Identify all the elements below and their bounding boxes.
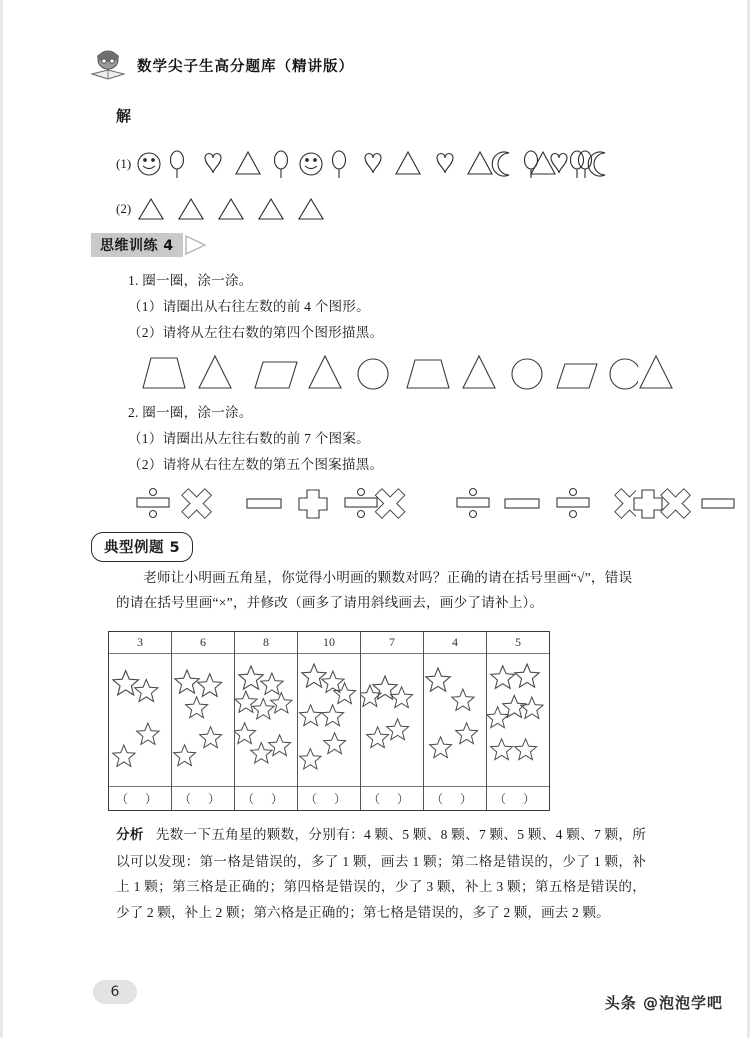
training-q2-text [128, 400, 383, 478]
training-banner [91, 233, 209, 257]
solution-row-2 [116, 193, 335, 225]
star-column-1 [109, 632, 172, 810]
star-header-3: 8 [235, 632, 297, 654]
chevron-right-icon [183, 233, 209, 257]
training-q2-sub2: （2）请将从右往左数的第五个图案描黑。 [128, 457, 384, 472]
star-cell-7 [487, 654, 549, 786]
star-column-7 [487, 632, 549, 810]
solution-row-2-label: (2) [116, 201, 132, 216]
student-reading-icon [89, 48, 127, 82]
star-table [108, 631, 550, 811]
star-cell-6 [424, 654, 486, 786]
star-answer-7[interactable]: （ ） [487, 786, 549, 810]
star-cell-1 [109, 654, 171, 786]
star-header-5: 7 [361, 632, 423, 654]
training-q2-title: 2. 圈一圈，涂一涂。 [128, 405, 253, 420]
star-answer-1[interactable]: （ ） [109, 786, 171, 810]
star-column-6 [424, 632, 487, 810]
star-column-5 [361, 632, 424, 810]
star-cell-2 [172, 654, 234, 786]
star-header-1: 3 [109, 632, 171, 654]
training-q1-sub2: （2）请将从左往右数的第四个图形描黑。 [128, 325, 384, 340]
solution-row-2-shapes [135, 193, 335, 225]
training-q1-title: 1. 圈一圈，涂一涂。 [128, 273, 253, 288]
training-q2-sub1: （1）请圈出从左往右数的前 7 个图案。 [128, 431, 370, 446]
star-answer-5[interactable]: （ ） [361, 786, 423, 810]
star-header-2: 6 [172, 632, 234, 654]
star-cell-5 [361, 654, 423, 786]
star-answer-3[interactable]: （ ） [235, 786, 297, 810]
analysis-tag: 分析 [116, 827, 144, 843]
training-q1-shapes [133, 350, 678, 392]
star-cell-3 [235, 654, 297, 786]
book-title: 数学尖子生高分题库（精讲版） [137, 58, 354, 75]
training-q1-sub1: （1）请圈出从右往左数的前 4 个图形。 [128, 299, 370, 314]
analysis-block [116, 822, 646, 925]
solution-row-1-label: (1) [116, 156, 132, 171]
training-q2-symbols [131, 483, 738, 523]
training-q1-text [128, 268, 383, 346]
star-answer-4[interactable]: （ ） [298, 786, 360, 810]
analysis-text: 先数一下五角星的颗数，分别有：4 颗、5 颗、8 颗、7 颗、5 颗、4 颗、7 颗，所以可以发现：第一格是错误的，多了 1 颗，画去 1 颗；第二格是错误的，少了 1 颗，补上 1 颗；第三格是正确的；第四格是错误的，少了 3 颗，补上 3 颗；第五格是错误的，少了 2 颗，补上 2 颗；第六格是正确的；第七格是错误的，多了 2 颗，画去 2 颗。 [116, 827, 647, 920]
star-header-7: 5 [487, 632, 549, 654]
star-cell-4 [298, 654, 360, 786]
solution-row-1-extra [507, 138, 627, 190]
example-banner: 典型例题 5 [91, 532, 193, 562]
star-header-4: 10 [298, 632, 360, 654]
star-header-6: 4 [424, 632, 486, 654]
example-question: 老师让小明画五角星，你觉得小明画的颗数对吗？正确的请在括号里画“√”，错误的请在括号里画“×”，并修改（画多了请用斜线画去，画少了请补上）。 [116, 570, 633, 610]
page-header [89, 48, 354, 82]
star-column-3 [235, 632, 298, 810]
solution-label: 解 [116, 107, 132, 125]
star-column-4 [298, 632, 361, 810]
star-answer-6[interactable]: （ ） [424, 786, 486, 810]
watermark: 头条 @泡泡学吧 [604, 994, 723, 1012]
page-number: 6 [93, 980, 137, 1004]
training-banner-label: 思维训练 4 [91, 233, 183, 257]
star-column-2 [172, 632, 235, 810]
star-answer-2[interactable]: （ ） [172, 786, 234, 810]
